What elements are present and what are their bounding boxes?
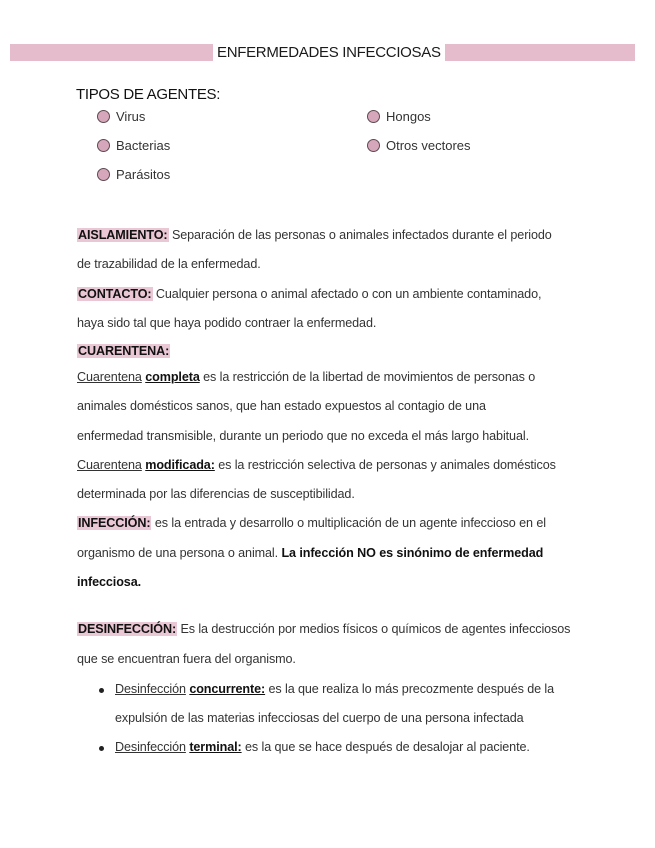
bullet-dot-icon xyxy=(97,168,110,181)
bullet-dot-icon xyxy=(367,110,380,123)
desinfeccion-paragraph: DESINFECCIÓN: Es la destrucción por medios físicos o químicos de agentes infecciosos xyxy=(78,622,571,636)
bullet-icon xyxy=(99,688,104,693)
bullet-dot-icon xyxy=(97,139,110,152)
infeccion-line-2: organismo de una persona o animal. La infección NO es sinónimo de enfermedad xyxy=(77,546,544,560)
agent-item-hongos: Hongos xyxy=(367,109,431,124)
term-contacto: CONTACTO: xyxy=(78,287,152,301)
desinfeccion-concurrente-item: Desinfección concurrente: es la que realiza lo más precozmente después de la xyxy=(115,682,555,696)
desinfeccion-line-2: que se encuentran fuera del organismo. xyxy=(77,652,296,666)
bullet-dot-icon xyxy=(367,139,380,152)
cuarentena-completa-paragraph: Cuarentena completa es la restricción de la libertad de movimientos de personas o xyxy=(77,370,536,384)
term-aislamiento: AISLAMIENTO: xyxy=(78,228,168,242)
aislamiento-paragraph: AISLAMIENTO: Separación de las personas o animales infectados durante el periodo xyxy=(78,228,552,242)
bullet-dot-icon xyxy=(97,110,110,123)
term-desinfeccion: DESINFECCIÓN: xyxy=(78,622,177,636)
agent-item-otros-vectores: Otros vectores xyxy=(367,138,471,153)
cuarentena-heading xyxy=(77,344,170,358)
page-title: ENFERMEDADES INFECCIOSAS xyxy=(213,42,445,63)
desinfeccion-concurrente-line-2: expulsión de las materias infecciosas del cuerpo de una persona infectada xyxy=(115,711,524,725)
contacto-paragraph: CONTACTO: Cualquier persona o animal afectado o con un ambiente contaminado, xyxy=(78,287,542,301)
cuarentena-modificada-line-2: determinada por las diferencias de susceptibilidad. xyxy=(77,487,355,501)
bullet-icon xyxy=(99,746,104,751)
term-cuarentena: CUARENTENA: xyxy=(78,344,170,358)
desinfeccion-terminal-item: Desinfección terminal: es la que se hace después de desalojar al paciente. xyxy=(115,740,530,754)
term-infeccion: INFECCIÓN: xyxy=(78,516,151,530)
infeccion-line-3: infecciosa. xyxy=(77,575,141,589)
agent-item-parasitos: Parásitos xyxy=(97,167,170,182)
agent-item-bacterias: Bacterias xyxy=(97,138,170,153)
agents-heading: TIPOS DE AGENTES: xyxy=(76,86,221,103)
agent-item-virus: Virus xyxy=(97,109,145,124)
contacto-line-2: haya sido tal que haya podido contraer la enfermedad. xyxy=(77,316,377,330)
infeccion-paragraph: INFECCIÓN: es la entrada y desarrollo o multiplicación de un agente infeccioso en el xyxy=(78,516,546,530)
aislamiento-line-2: de trazabilidad de la enfermedad. xyxy=(77,257,261,271)
cuarentena-modificada-paragraph: Cuarentena modificada: es la restricción selectiva de personas y animales domésticos xyxy=(77,458,556,472)
cuarentena-completa-line-2: animales domésticos sanos, que han estado expuestos al contagio de una xyxy=(77,399,486,413)
cuarentena-completa-line-3: enfermedad transmisible, durante un periodo que no exceda el más largo habitual. xyxy=(77,429,529,443)
